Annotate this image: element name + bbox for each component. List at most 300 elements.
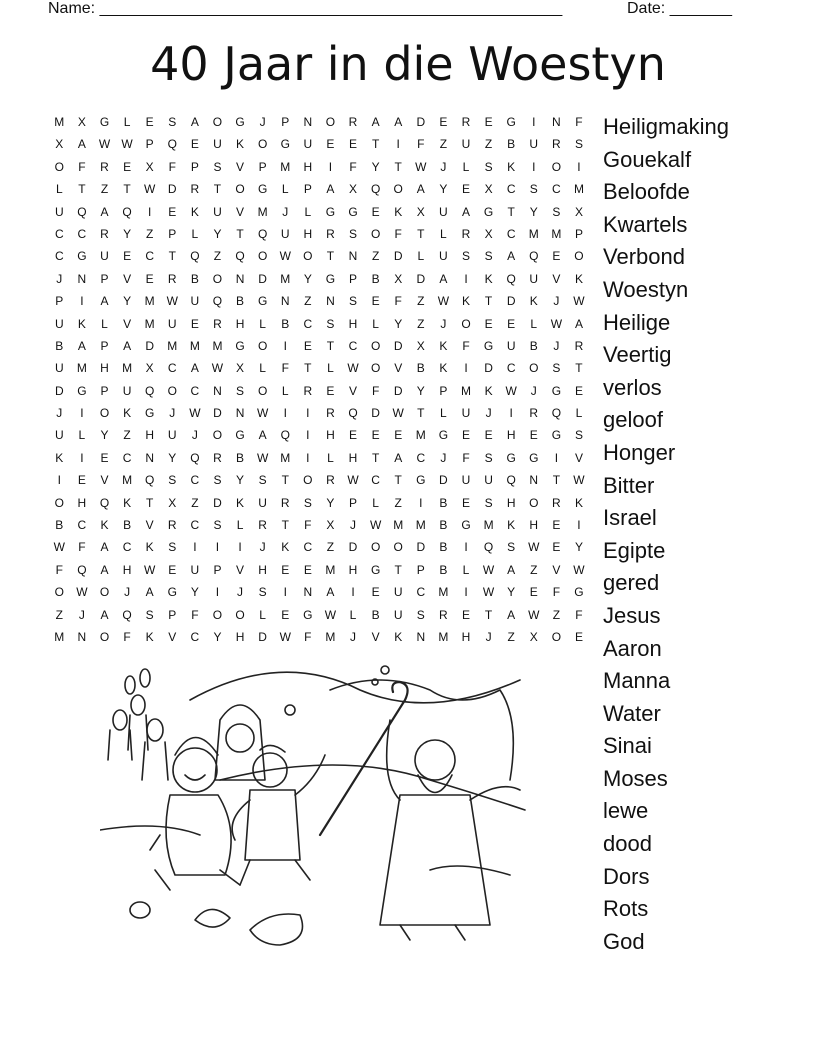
- grid-letter[interactable]: X: [416, 204, 425, 219]
- grid-letter[interactable]: X: [416, 338, 425, 353]
- grid-letter[interactable]: S: [574, 137, 583, 152]
- grid-letter[interactable]: X: [574, 204, 583, 219]
- grid-letter[interactable]: G: [461, 518, 471, 533]
- grid-letter[interactable]: O: [551, 159, 562, 174]
- grid-letter[interactable]: C: [371, 473, 380, 488]
- grid-letter[interactable]: L: [349, 607, 357, 622]
- grid-letter[interactable]: T: [123, 182, 131, 197]
- grid-letter[interactable]: V: [394, 361, 403, 376]
- grid-letter[interactable]: I: [283, 338, 287, 353]
- grid-letter[interactable]: G: [167, 585, 177, 600]
- grid-letter[interactable]: H: [348, 562, 358, 577]
- grid-letter[interactable]: G: [483, 204, 494, 219]
- grid-letter[interactable]: L: [440, 226, 447, 241]
- grid-letter[interactable]: U: [529, 137, 539, 152]
- grid-letter[interactable]: L: [259, 361, 266, 376]
- grid-letter[interactable]: F: [191, 607, 199, 622]
- grid-letter[interactable]: T: [552, 473, 561, 488]
- grid-letter[interactable]: T: [304, 361, 312, 376]
- grid-letter[interactable]: D: [484, 361, 493, 376]
- grid-letter[interactable]: E: [326, 383, 335, 398]
- grid-letter[interactable]: Q: [122, 607, 132, 622]
- grid-letter[interactable]: G: [551, 383, 562, 398]
- grid-letter[interactable]: F: [462, 338, 470, 353]
- grid-letter[interactable]: D: [416, 115, 426, 129]
- grid-letter[interactable]: D: [213, 406, 222, 421]
- grid-letter[interactable]: K: [507, 518, 516, 533]
- grid-letter[interactable]: U: [54, 316, 64, 331]
- grid-letter[interactable]: A: [190, 361, 199, 376]
- grid-letter[interactable]: U: [54, 361, 64, 376]
- grid-letter[interactable]: O: [54, 159, 64, 174]
- grid-letter[interactable]: E: [574, 383, 583, 398]
- grid-letter[interactable]: G: [370, 562, 381, 577]
- grid-letter[interactable]: R: [100, 159, 109, 174]
- grid-letter[interactable]: Q: [99, 495, 110, 510]
- grid-letter[interactable]: F: [123, 629, 131, 644]
- grid-letter[interactable]: S: [213, 518, 222, 533]
- grid-letter[interactable]: C: [77, 226, 87, 241]
- grid-letter[interactable]: W: [279, 249, 291, 264]
- grid-letter[interactable]: S: [303, 495, 312, 510]
- grid-letter[interactable]: T: [394, 562, 402, 577]
- grid-letter[interactable]: M: [144, 316, 155, 331]
- grid-letter[interactable]: M: [415, 428, 426, 443]
- grid-letter[interactable]: H: [235, 316, 245, 331]
- grid-letter[interactable]: H: [348, 316, 358, 331]
- grid-letter[interactable]: Y: [123, 294, 132, 309]
- grid-letter[interactable]: W: [550, 316, 563, 331]
- grid-letter[interactable]: W: [482, 562, 495, 577]
- grid-letter[interactable]: P: [439, 383, 448, 398]
- grid-letter[interactable]: R: [552, 495, 561, 510]
- grid-letter[interactable]: R: [213, 316, 222, 331]
- grid-letter[interactable]: A: [123, 338, 132, 353]
- grid-letter[interactable]: E: [461, 428, 470, 443]
- grid-letter[interactable]: Q: [551, 406, 562, 421]
- grid-letter[interactable]: L: [101, 316, 108, 331]
- grid-letter[interactable]: F: [349, 159, 357, 174]
- grid-letter[interactable]: P: [190, 159, 199, 174]
- grid-letter[interactable]: O: [461, 316, 471, 331]
- grid-letter[interactable]: G: [438, 428, 449, 443]
- grid-letter[interactable]: S: [258, 473, 267, 488]
- grid-letter[interactable]: T: [326, 338, 335, 353]
- grid-letter[interactable]: E: [439, 115, 448, 129]
- grid-letter[interactable]: W: [256, 406, 269, 421]
- grid-letter[interactable]: O: [370, 226, 381, 241]
- grid-letter[interactable]: Q: [506, 473, 516, 488]
- grid-letter[interactable]: D: [167, 182, 177, 197]
- grid-letter[interactable]: O: [235, 607, 245, 622]
- grid-letter[interactable]: L: [304, 204, 312, 219]
- grid-letter[interactable]: W: [415, 159, 427, 174]
- grid-letter[interactable]: U: [167, 316, 177, 331]
- grid-letter[interactable]: K: [55, 450, 64, 465]
- grid-letter[interactable]: A: [326, 182, 335, 197]
- grid-letter[interactable]: S: [213, 473, 222, 488]
- grid-letter[interactable]: M: [167, 338, 178, 353]
- grid-letter[interactable]: E: [349, 137, 358, 152]
- grid-letter[interactable]: H: [326, 428, 335, 443]
- grid-letter[interactable]: J: [237, 585, 244, 600]
- grid-letter[interactable]: E: [326, 137, 335, 152]
- grid-letter[interactable]: E: [394, 428, 403, 443]
- grid-letter[interactable]: M: [438, 585, 449, 600]
- grid-letter[interactable]: D: [506, 294, 516, 309]
- grid-letter[interactable]: L: [259, 316, 266, 331]
- grid-letter[interactable]: R: [167, 518, 177, 533]
- grid-letter[interactable]: W: [528, 607, 540, 622]
- grid-letter[interactable]: M: [144, 294, 155, 309]
- grid-letter[interactable]: V: [236, 159, 245, 174]
- grid-letter[interactable]: T: [394, 473, 402, 488]
- grid-letter[interactable]: W: [166, 294, 178, 309]
- grid-letter[interactable]: Y: [236, 473, 245, 488]
- grid-letter[interactable]: M: [189, 338, 200, 353]
- grid-letter[interactable]: O: [99, 629, 110, 644]
- grid-letter[interactable]: J: [350, 629, 357, 644]
- grid-letter[interactable]: U: [439, 204, 448, 219]
- grid-letter[interactable]: K: [281, 540, 290, 555]
- grid-letter[interactable]: Y: [100, 428, 109, 443]
- grid-letter[interactable]: P: [349, 271, 358, 286]
- grid-letter[interactable]: C: [190, 383, 200, 398]
- grid-letter[interactable]: F: [78, 540, 86, 555]
- grid-letter[interactable]: R: [552, 137, 561, 152]
- grid-letter[interactable]: C: [416, 585, 426, 600]
- grid-letter[interactable]: N: [326, 294, 335, 309]
- grid-letter[interactable]: O: [393, 182, 403, 197]
- grid-letter[interactable]: G: [77, 249, 87, 264]
- grid-letter[interactable]: N: [77, 629, 87, 644]
- grid-letter[interactable]: P: [100, 383, 109, 398]
- grid-letter[interactable]: M: [257, 204, 268, 219]
- grid-letter[interactable]: T: [575, 361, 583, 376]
- grid-letter[interactable]: N: [416, 629, 426, 644]
- grid-letter[interactable]: C: [167, 361, 177, 376]
- grid-letter[interactable]: E: [371, 428, 380, 443]
- grid-letter[interactable]: B: [123, 518, 132, 533]
- grid-letter[interactable]: Q: [280, 428, 290, 443]
- grid-letter[interactable]: E: [303, 562, 312, 577]
- grid-letter[interactable]: V: [123, 271, 132, 286]
- grid-letter[interactable]: W: [347, 473, 359, 488]
- grid-letter[interactable]: I: [306, 428, 310, 443]
- grid-letter[interactable]: E: [461, 607, 470, 622]
- grid-letter[interactable]: K: [394, 629, 403, 644]
- grid-letter[interactable]: M: [393, 518, 404, 533]
- grid-letter[interactable]: M: [551, 226, 562, 241]
- grid-letter[interactable]: J: [440, 450, 447, 465]
- grid-letter[interactable]: W: [189, 406, 201, 421]
- grid-letter[interactable]: E: [123, 159, 132, 174]
- grid-letter[interactable]: R: [326, 406, 335, 421]
- grid-letter[interactable]: E: [145, 271, 154, 286]
- grid-letter[interactable]: W: [505, 383, 517, 398]
- grid-letter[interactable]: G: [325, 271, 336, 286]
- grid-letter[interactable]: R: [280, 495, 290, 510]
- grid-letter[interactable]: E: [484, 316, 493, 331]
- grid-letter[interactable]: T: [326, 249, 335, 264]
- grid-letter[interactable]: R: [190, 182, 200, 197]
- grid-letter[interactable]: S: [484, 249, 493, 264]
- grid-letter[interactable]: T: [146, 495, 154, 510]
- grid-letter[interactable]: G: [303, 607, 313, 622]
- grid-letter[interactable]: N: [145, 450, 154, 465]
- grid-letter[interactable]: V: [236, 204, 245, 219]
- grid-letter[interactable]: M: [415, 518, 426, 533]
- grid-letter[interactable]: E: [529, 428, 538, 443]
- grid-letter[interactable]: V: [574, 450, 583, 465]
- grid-letter[interactable]: I: [215, 585, 220, 600]
- grid-letter[interactable]: N: [77, 271, 87, 286]
- grid-letter[interactable]: Y: [394, 316, 403, 331]
- grid-letter[interactable]: P: [574, 226, 583, 241]
- grid-letter[interactable]: L: [78, 428, 86, 443]
- grid-letter[interactable]: S: [461, 249, 470, 264]
- grid-letter[interactable]: J: [553, 338, 560, 353]
- grid-letter[interactable]: B: [281, 316, 290, 331]
- grid-letter[interactable]: J: [350, 518, 357, 533]
- grid-letter[interactable]: J: [124, 585, 131, 600]
- grid-letter[interactable]: U: [122, 383, 132, 398]
- grid-letter[interactable]: I: [532, 115, 536, 129]
- grid-letter[interactable]: T: [168, 249, 176, 264]
- grid-letter[interactable]: J: [191, 428, 198, 443]
- grid-letter[interactable]: S: [168, 473, 177, 488]
- grid-letter[interactable]: F: [575, 115, 583, 129]
- grid-letter[interactable]: U: [213, 137, 222, 152]
- grid-letter[interactable]: Z: [371, 249, 380, 264]
- grid-letter[interactable]: C: [122, 540, 132, 555]
- grid-letter[interactable]: U: [213, 204, 222, 219]
- grid-letter[interactable]: V: [552, 271, 561, 286]
- grid-letter[interactable]: A: [77, 137, 86, 152]
- grid-letter[interactable]: W: [347, 361, 359, 376]
- grid-letter[interactable]: C: [190, 629, 200, 644]
- grid-letter[interactable]: I: [80, 294, 84, 309]
- grid-letter[interactable]: S: [326, 316, 335, 331]
- grid-letter[interactable]: I: [80, 406, 84, 421]
- grid-letter[interactable]: K: [100, 518, 109, 533]
- grid-letter[interactable]: L: [123, 115, 131, 129]
- grid-letter[interactable]: M: [460, 383, 471, 398]
- grid-letter[interactable]: I: [306, 406, 310, 421]
- grid-letter[interactable]: Q: [235, 249, 245, 264]
- grid-letter[interactable]: U: [303, 137, 313, 152]
- grid-letter[interactable]: C: [190, 518, 200, 533]
- grid-letter[interactable]: U: [461, 137, 471, 152]
- grid-letter[interactable]: C: [552, 182, 561, 197]
- grid-letter[interactable]: R: [213, 450, 222, 465]
- grid-letter[interactable]: M: [528, 226, 539, 241]
- grid-letter[interactable]: I: [509, 406, 513, 421]
- grid-letter[interactable]: U: [54, 204, 64, 219]
- grid-letter[interactable]: I: [328, 159, 333, 174]
- grid-letter[interactable]: A: [190, 115, 199, 129]
- grid-letter[interactable]: B: [416, 361, 425, 376]
- grid-letter[interactable]: Y: [371, 159, 380, 174]
- grid-letter[interactable]: F: [371, 383, 380, 398]
- grid-letter[interactable]: A: [100, 607, 109, 622]
- grid-letter[interactable]: I: [464, 540, 468, 555]
- grid-letter[interactable]: O: [257, 338, 268, 353]
- grid-letter[interactable]: Q: [190, 450, 200, 465]
- grid-letter[interactable]: N: [235, 271, 245, 286]
- grid-letter[interactable]: T: [281, 518, 289, 533]
- grid-letter[interactable]: Q: [167, 137, 177, 152]
- grid-letter[interactable]: O: [235, 182, 245, 197]
- grid-letter[interactable]: T: [484, 294, 493, 309]
- grid-letter[interactable]: Q: [483, 540, 494, 555]
- grid-letter[interactable]: K: [236, 137, 245, 152]
- grid-letter[interactable]: R: [348, 115, 358, 129]
- grid-letter[interactable]: T: [507, 204, 515, 219]
- grid-letter[interactable]: G: [77, 383, 87, 398]
- grid-letter[interactable]: O: [212, 115, 223, 129]
- grid-letter[interactable]: S: [258, 585, 267, 600]
- grid-letter[interactable]: J: [169, 406, 176, 421]
- grid-letter[interactable]: M: [280, 271, 291, 286]
- grid-letter[interactable]: Q: [348, 406, 358, 421]
- grid-letter[interactable]: E: [77, 473, 86, 488]
- grid-letter[interactable]: P: [145, 137, 154, 152]
- grid-letter[interactable]: F: [168, 159, 176, 174]
- grid-letter[interactable]: H: [145, 428, 154, 443]
- grid-letter[interactable]: N: [303, 115, 313, 129]
- grid-letter[interactable]: Q: [212, 294, 223, 309]
- grid-letter[interactable]: D: [54, 383, 64, 398]
- grid-letter[interactable]: G: [483, 338, 494, 353]
- grid-letter[interactable]: H: [77, 495, 87, 510]
- grid-letter[interactable]: S: [484, 450, 493, 465]
- grid-letter[interactable]: G: [257, 182, 268, 197]
- grid-letter[interactable]: A: [326, 585, 335, 600]
- grid-letter[interactable]: U: [461, 406, 471, 421]
- grid-letter[interactable]: E: [461, 495, 470, 510]
- grid-letter[interactable]: O: [370, 361, 381, 376]
- grid-letter[interactable]: I: [57, 473, 61, 488]
- grid-letter[interactable]: I: [80, 450, 84, 465]
- grid-letter[interactable]: R: [303, 383, 313, 398]
- grid-letter[interactable]: E: [145, 115, 154, 129]
- grid-letter[interactable]: K: [236, 495, 245, 510]
- grid-letter[interactable]: S: [529, 182, 538, 197]
- grid-letter[interactable]: K: [123, 495, 132, 510]
- grid-letter[interactable]: Y: [507, 585, 516, 600]
- grid-letter[interactable]: C: [122, 450, 132, 465]
- grid-letter[interactable]: G: [235, 115, 245, 129]
- grid-letter[interactable]: B: [439, 540, 448, 555]
- grid-letter[interactable]: B: [439, 518, 448, 533]
- grid-letter[interactable]: K: [529, 294, 538, 309]
- grid-letter[interactable]: K: [439, 338, 448, 353]
- grid-letter[interactable]: L: [55, 182, 63, 197]
- grid-letter[interactable]: M: [483, 518, 494, 533]
- grid-letter[interactable]: B: [236, 450, 245, 465]
- grid-letter[interactable]: B: [529, 338, 538, 353]
- grid-letter[interactable]: B: [439, 562, 448, 577]
- grid-letter[interactable]: G: [257, 294, 268, 309]
- grid-letter[interactable]: A: [145, 585, 154, 600]
- grid-letter[interactable]: P: [303, 182, 312, 197]
- grid-letter[interactable]: X: [145, 159, 154, 174]
- grid-letter[interactable]: X: [145, 361, 154, 376]
- grid-letter[interactable]: Z: [304, 294, 312, 309]
- grid-letter[interactable]: Q: [257, 226, 268, 241]
- grid-letter[interactable]: Q: [145, 383, 155, 398]
- grid-letter[interactable]: H: [506, 495, 516, 510]
- grid-letter[interactable]: V: [236, 562, 245, 577]
- grid-letter[interactable]: D: [258, 271, 267, 286]
- grid-letter[interactable]: C: [54, 249, 64, 264]
- grid-letter[interactable]: S: [552, 361, 561, 376]
- grid-letter[interactable]: Z: [100, 182, 109, 197]
- grid-letter[interactable]: J: [440, 159, 447, 174]
- grid-letter[interactable]: O: [393, 540, 403, 555]
- grid-letter[interactable]: B: [439, 495, 448, 510]
- grid-letter[interactable]: B: [371, 607, 380, 622]
- grid-letter[interactable]: W: [437, 294, 450, 309]
- grid-letter[interactable]: P: [281, 115, 290, 129]
- grid-letter[interactable]: I: [554, 450, 559, 465]
- grid-letter[interactable]: Y: [303, 271, 312, 286]
- grid-letter[interactable]: C: [54, 226, 64, 241]
- grid-letter[interactable]: M: [54, 629, 65, 644]
- grid-letter[interactable]: H: [348, 450, 358, 465]
- grid-letter[interactable]: L: [281, 182, 289, 197]
- grid-letter[interactable]: J: [530, 383, 537, 398]
- grid-letter[interactable]: P: [416, 562, 425, 577]
- grid-letter[interactable]: T: [371, 450, 380, 465]
- grid-letter[interactable]: B: [507, 137, 516, 152]
- grid-letter[interactable]: I: [419, 495, 423, 510]
- grid-letter[interactable]: W: [392, 406, 404, 421]
- grid-letter[interactable]: Y: [326, 495, 335, 510]
- grid-letter[interactable]: Y: [123, 226, 132, 241]
- grid-letter[interactable]: D: [416, 271, 426, 286]
- grid-letter[interactable]: P: [55, 294, 64, 309]
- grid-letter[interactable]: L: [191, 226, 199, 241]
- grid-letter[interactable]: H: [461, 629, 471, 644]
- grid-letter[interactable]: H: [303, 226, 313, 241]
- grid-letter[interactable]: J: [56, 406, 63, 421]
- grid-letter[interactable]: E: [371, 294, 380, 309]
- grid-letter[interactable]: E: [123, 249, 132, 264]
- grid-letter[interactable]: L: [575, 406, 583, 421]
- grid-letter[interactable]: D: [439, 473, 448, 488]
- grid-letter[interactable]: T: [371, 137, 380, 152]
- grid-letter[interactable]: Z: [123, 428, 131, 443]
- grid-letter[interactable]: W: [76, 585, 88, 600]
- grid-letter[interactable]: X: [349, 182, 358, 197]
- grid-letter[interactable]: E: [371, 204, 380, 219]
- grid-letter[interactable]: K: [574, 495, 583, 510]
- grid-letter[interactable]: I: [351, 585, 355, 600]
- grid-letter[interactable]: S: [552, 204, 561, 219]
- grid-letter[interactable]: E: [552, 518, 561, 533]
- grid-letter[interactable]: O: [370, 540, 381, 555]
- grid-letter[interactable]: L: [327, 450, 334, 465]
- grid-letter[interactable]: U: [484, 473, 493, 488]
- grid-letter[interactable]: F: [394, 294, 402, 309]
- grid-letter[interactable]: F: [417, 137, 425, 152]
- grid-letter[interactable]: G: [416, 473, 426, 488]
- grid-letter[interactable]: I: [283, 585, 287, 600]
- grid-letter[interactable]: J: [78, 607, 85, 622]
- grid-letter[interactable]: N: [348, 249, 358, 264]
